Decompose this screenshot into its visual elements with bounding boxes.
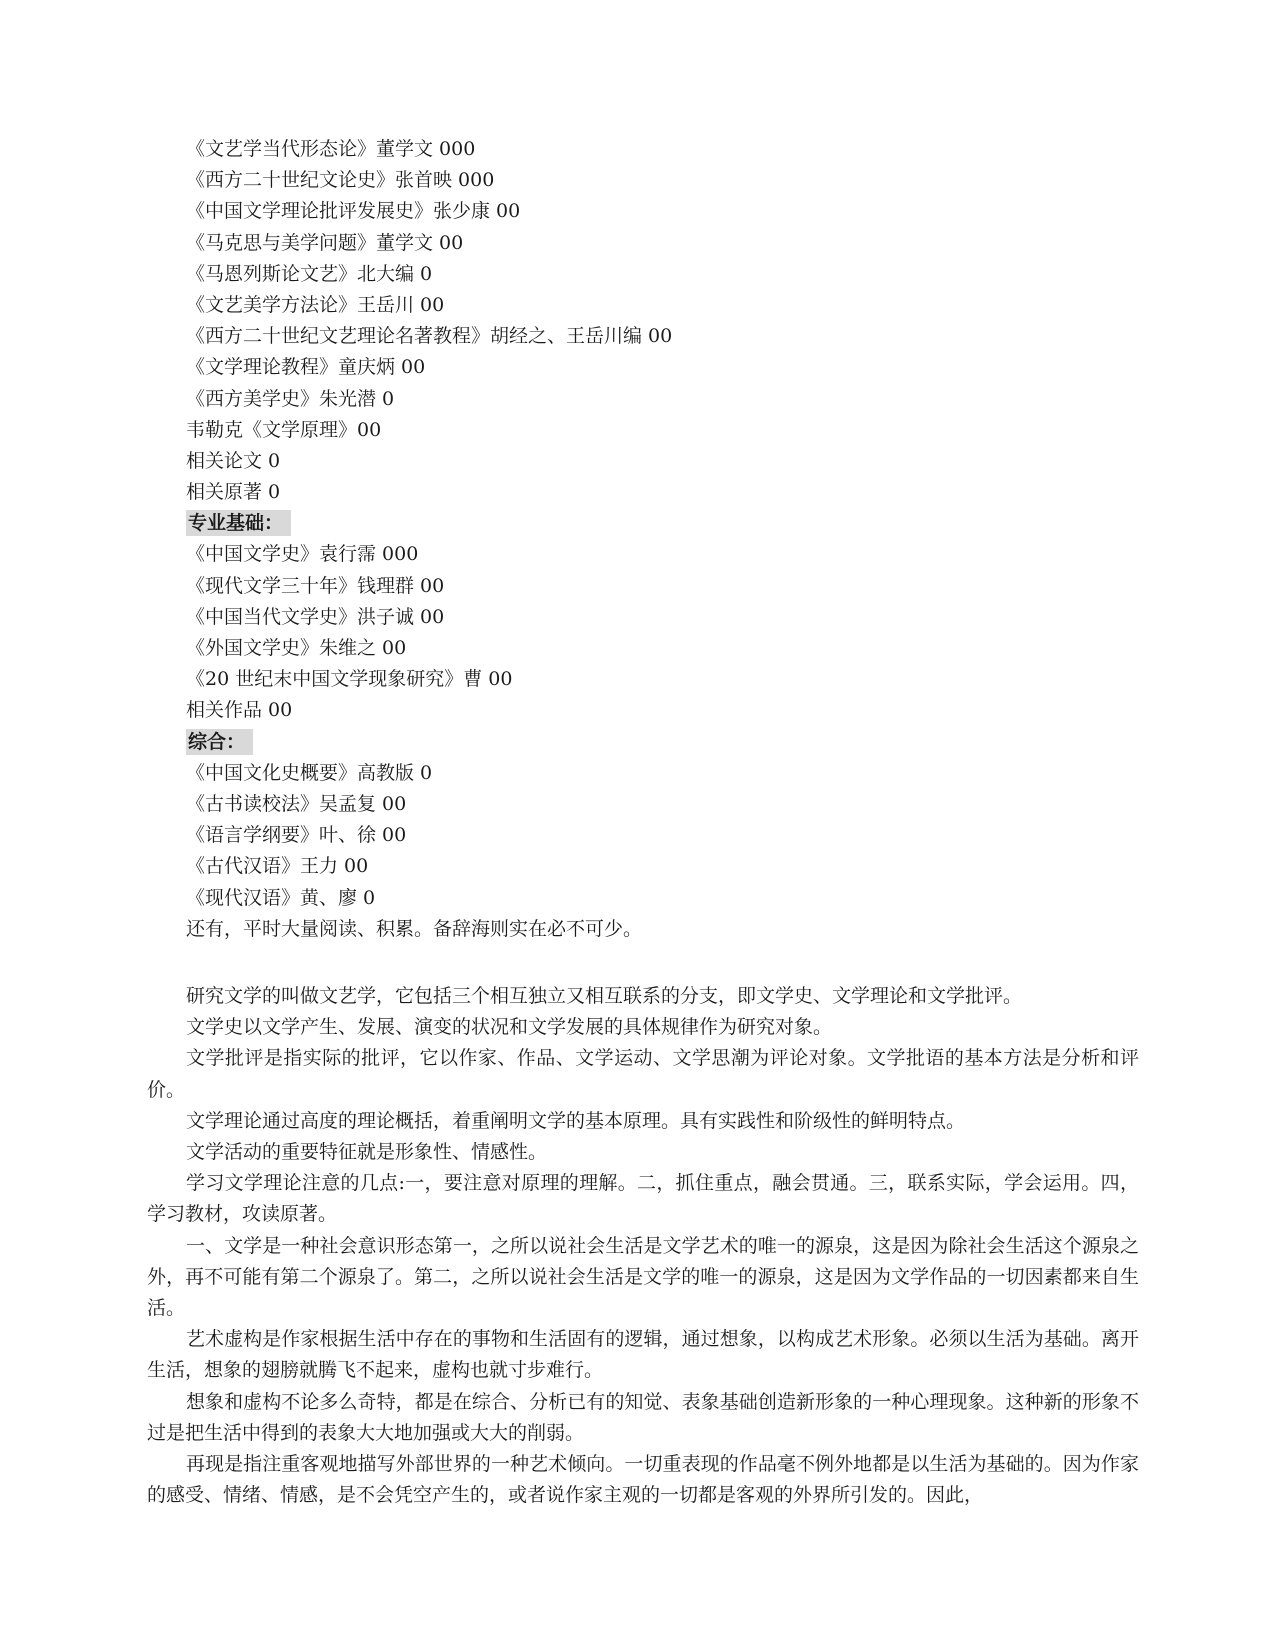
paragraph: 文学活动的重要特征就是形象性、情感性。	[186, 1141, 548, 1164]
list-item: 《外国文学史》朱维之 00	[186, 637, 407, 659]
list-item: 《古代汉语》王力 00	[186, 855, 369, 878]
list-item: 相关原著 0	[186, 481, 281, 504]
reading-list	[186, 134, 1086, 945]
list-item: 《文学理论教程》童庆炳 00	[186, 356, 426, 379]
paragraph: 学习文学理论注意的几点:一，要注意对原理的理解。二，抓住重点，融会贯通。三，联系实际，学会运用。四，学习教材，攻读原著。	[147, 1172, 1139, 1226]
list-item: 《中国文化史概要》高教版 0	[186, 761, 433, 784]
list-item: 《中国当代文学史》洪子诚 00	[186, 605, 445, 628]
paragraph: 想象和虚构不论多么奇特，都是在综合、分析已有的知觉、表象基础创造新形象的一种心理现象。这种新的形象不过是把生活中得到的表象大大地加强或大大的削弱。	[147, 1390, 1139, 1444]
list-item: 韦勒克《文学原理》00	[186, 418, 382, 441]
list-item: 相关论文 0	[186, 449, 281, 472]
paragraph: 文学史以文学产生、发展、演变的状况和文学发展的具体规律作为研究对象。	[186, 1016, 833, 1039]
list-item: 《马恩列斯论文艺》北大编 0	[186, 262, 433, 285]
section-heading-comprehensive: 综合：	[186, 729, 253, 755]
list-item: 《中国文学理论批评发展史》张少康 00	[186, 200, 521, 223]
list-item: 《20 世纪末中国文学现象研究》曹 00	[186, 668, 513, 691]
list-item: 《现代文学三十年》钱理群 00	[186, 574, 445, 597]
list-item: 《中国文学史》袁行霈 000	[186, 543, 419, 566]
paragraph: 艺术虚构是作家根据生活中存在的事物和生活固有的逻辑，通过想象，以构成艺术形象。必须以生活为基础。离开生活，想象的翅膀就腾飞不起来，虚构也就寸步难行。	[147, 1328, 1139, 1382]
paragraph: 文学理论通过高度的理论概括，着重阐明文学的基本原理。具有实践性和阶级性的鲜明特点。	[186, 1109, 966, 1132]
list-item: 《语言学纲要》叶、徐 00	[186, 824, 407, 847]
list-item: 《文艺美学方法论》王岳川 00	[186, 293, 445, 316]
list-item: 《文艺学当代形态论》董学文 000	[186, 138, 476, 160]
list-item: 《西方二十世纪文论史》张首映 000	[186, 169, 495, 192]
list-item: 《古书读校法》吴孟复 00	[186, 792, 407, 815]
list-item: 相关作品 00	[186, 699, 293, 722]
list-item: 《西方二十世纪文艺理论名著教程》胡经之、王岳川编 00	[186, 325, 673, 348]
section-heading-row	[186, 727, 1086, 758]
section-heading-professional: 专业基础：	[186, 510, 291, 536]
list-item: 《现代汉语》黄、廖 0	[186, 886, 376, 909]
paragraph: 研究文学的叫做文艺学，它包括三个相互独立又相互联系的分支，即文学史、文学理论和文学批评。	[186, 985, 1023, 1007]
paragraph: 再现是指注重客观地描写外部世界的一种艺术倾向。一切重表现的作品毫不例外地都是以生活为基础的。因为作家的感受、情绪、情感，是不会凭空产生的，或者说作家主观的一切都是客观的外界所引发的。因此，	[147, 1453, 1139, 1507]
article-body	[147, 981, 1139, 1511]
paragraph: 一、文学是一种社会意识形态第一，之所以说社会生活是文学艺术的唯一的源泉，这是因为除社会生活这个源泉之外，再不可能有第二个源泉了。第二，之所以说社会生活是文学的唯一的源泉，这是因为文学作品的一切因素都来自生活。	[147, 1234, 1139, 1320]
list-item: 《西方美学史》朱光潜 0	[186, 387, 395, 410]
section-heading-row	[186, 508, 1086, 539]
list-item: 还有，平时大量阅读、积累。备辞海则实在必不可少。	[186, 917, 643, 940]
list-item: 《马克思与美学问题》董学文 00	[186, 231, 464, 254]
paragraph: 文学批评是指实际的批评，它以作家、作品、文学运动、文学思潮为评论对象。文学批语的基本方法是分析和评价。	[147, 1047, 1139, 1101]
